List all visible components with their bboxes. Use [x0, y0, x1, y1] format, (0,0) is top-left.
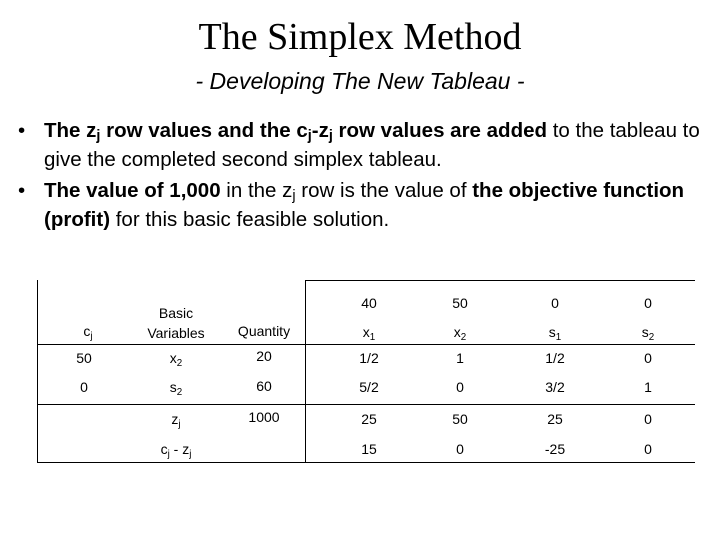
b2-bold-1: The value of 1,000 — [44, 179, 221, 202]
row1-s1: 1/2 — [545, 350, 565, 366]
cz-x2: 0 — [456, 441, 464, 457]
b2-text-1: in the z — [220, 179, 293, 202]
header-basic-variables: Basic Variables — [147, 305, 205, 341]
b2-bold-2: the objective function (profit) — [44, 179, 685, 231]
row1-x2: 1 — [456, 350, 464, 366]
header-quantity: Quantity — [237, 323, 291, 339]
row1-x1: 1/2 — [359, 350, 379, 366]
row2-basic: $s_2$ — [169, 379, 183, 398]
var-header-s1: $s_1$ — [548, 324, 562, 343]
cj-value-x1: 40 — [361, 295, 377, 311]
header-cj: $c_j$ — [83, 323, 93, 342]
cj-value-s1: 0 — [551, 295, 559, 311]
row1-basic: $x_2$ — [169, 350, 183, 369]
var-header-x2: $x_2$ — [453, 324, 467, 343]
row2-x2: 0 — [456, 379, 464, 395]
bullet-1 — [18, 116, 708, 174]
b2-text-2: row is the value of — [295, 179, 473, 202]
b1-bold-1: The $z_j$ row values and the $c_j-z_j$ row values are added — [44, 119, 548, 144]
row2-cj: 0 — [80, 379, 88, 395]
slide-title: The Simplex Method — [198, 16, 522, 58]
bullet-list — [18, 116, 708, 236]
cj-minus-zj-label: $c_j - z_j$ — [160, 441, 192, 460]
b1-text: to the tableau to give the completed second simplex tableau. — [44, 119, 700, 171]
zj-s2: 0 — [644, 411, 652, 427]
tableau-bottom-line — [37, 462, 695, 463]
cz-s1: -25 — [544, 441, 566, 457]
zj-x1: 25 — [361, 411, 377, 427]
row1-cj: 50 — [76, 350, 92, 366]
b2-sub: j — [292, 188, 296, 204]
zj-label: $z_j$ — [171, 411, 181, 430]
cz-s2: 0 — [644, 441, 652, 457]
var-header-x1: $x_1$ — [362, 324, 376, 343]
zj-x2: 50 — [452, 411, 468, 427]
row2-s1: 3/2 — [545, 379, 565, 395]
tableau-divider-line — [305, 280, 306, 462]
row1-quantity: 20 — [256, 348, 272, 364]
cj-value-s2: 0 — [644, 295, 652, 311]
tableau-top-line — [305, 280, 695, 281]
zj-quantity: 1000 — [248, 409, 280, 425]
bullet-2 — [18, 176, 708, 234]
bullet-dot: • — [18, 179, 26, 202]
row2-s2: 1 — [644, 379, 652, 395]
bullet-dot: • — [18, 119, 26, 142]
cz-x1: 15 — [361, 441, 377, 457]
zj-s1: 25 — [547, 411, 563, 427]
rows-separator-line — [37, 404, 695, 405]
var-header-s2: $s_2$ — [641, 324, 655, 343]
b2-text-3: for this basic feasible solution. — [110, 208, 390, 231]
tableau-left-line — [37, 280, 38, 462]
row1-s2: 0 — [644, 350, 652, 366]
slide-subtitle: - Developing The New Tableau - — [195, 68, 525, 94]
cj-value-x2: 50 — [452, 295, 468, 311]
row2-quantity: 60 — [256, 378, 272, 394]
row2-x1: 5/2 — [359, 379, 379, 395]
header-separator-line — [37, 344, 695, 345]
